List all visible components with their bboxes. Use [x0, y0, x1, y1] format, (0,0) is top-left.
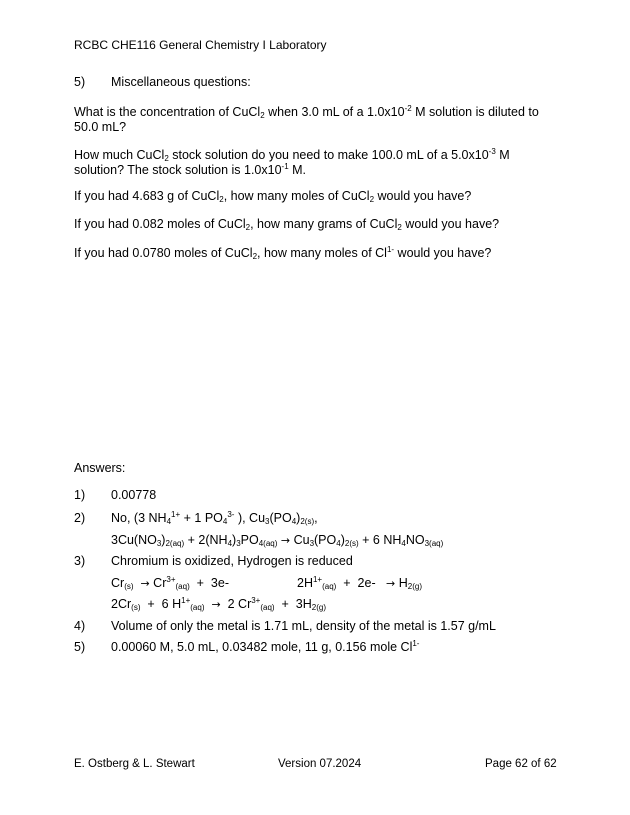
answer-2-number: 2) — [74, 511, 86, 525]
arrow-icon: → — [140, 577, 150, 590]
question-1: What is the concentration of CuCl$_2$ when 3.0 mL of a $1.0x10^{-2}$ M solution is diluted to — [74, 104, 539, 120]
footer-version: Version 07.2024 — [278, 758, 362, 770]
arrow-icon: → — [211, 598, 221, 611]
question-1-cont: 50.0 mL? — [74, 120, 127, 134]
question-3: If you had 4.683 g of CuCl$_2$, how many moles of CuCl$_2$ would you have? — [74, 189, 472, 204]
arrow-icon: → — [386, 577, 396, 590]
page-header: RCBC CHE116 General Chemistry I Laboratory — [74, 38, 327, 52]
answer-3-number: 3) — [74, 554, 86, 568]
answer-1: 0.00778 — [111, 488, 157, 502]
question-5: If you had 0.0780 moles of CuCl$_2$, how many moles of $Cl^{1-}$ would you have? — [74, 245, 492, 261]
answer-4-number: 4) — [74, 619, 86, 633]
answer-3-oxidation: $Cr_{(s)} \to Cr^{3+}_{(aq)} + 3e-$ — [111, 575, 229, 591]
answer-5: 0.00060 M, 5.0 mL, 0.03482 mole, 11 g, 0.156 mole $Cl^{1-}$ — [111, 639, 420, 654]
question-4: If you had 0.082 moles of CuCl$_2$, how many grams of CuCl$_2$ would you have? — [74, 217, 500, 232]
footer-page: Page 62 of 62 — [485, 758, 557, 770]
answer-3-reduction: $2H^{1+}_{(aq)} + 2e- \to H_{2(g)}$ — [297, 575, 422, 591]
answer-1-number: 1) — [74, 488, 86, 502]
answer-2-line-2: $3Cu(NO_3)_{2(aq)} + 2(NH_4)_3PO_{4(aq)} \to Cu_3(PO_4)_{2(s)} + 6$ $NH_4NO_{3(aq)}$ — [111, 533, 444, 548]
arrow-icon: → — [280, 534, 291, 547]
section-title: Miscellaneous questions: — [111, 75, 251, 89]
question-2-cont: solution? The stock solution is $1.0x10^{-1}$ M. — [74, 162, 307, 177]
section-number: 5) — [74, 75, 86, 89]
answer-5-number: 5) — [74, 640, 86, 654]
answers-heading: Answers: — [74, 461, 126, 475]
answer-4: Volume of only the metal is 1.71 mL, density of the metal is 1.57 g/mL — [111, 619, 496, 633]
answer-3: Chromium is oxidized, Hydrogen is reduced — [111, 554, 353, 568]
footer-authors: E. Ostberg & L. Stewart — [74, 758, 195, 770]
answer-2-line-1: No, (3 $NH_4^{1+} + 1$ $PO_4^{3-}$ ), $Cu_3(PO_4)_{2(s)}$, — [111, 510, 318, 526]
answer-3-overall: $2Cr_{(s)} + 6$ $H^{1+}_{(aq)} \to 2$ $Cr^{3+}_{(aq)} + 3H_{2(g)}$ — [111, 596, 326, 612]
question-2: How much CuCl$_2$ stock solution do you need to make 100.0 mL of a $5.0x10^{-3}$ M — [74, 147, 510, 163]
